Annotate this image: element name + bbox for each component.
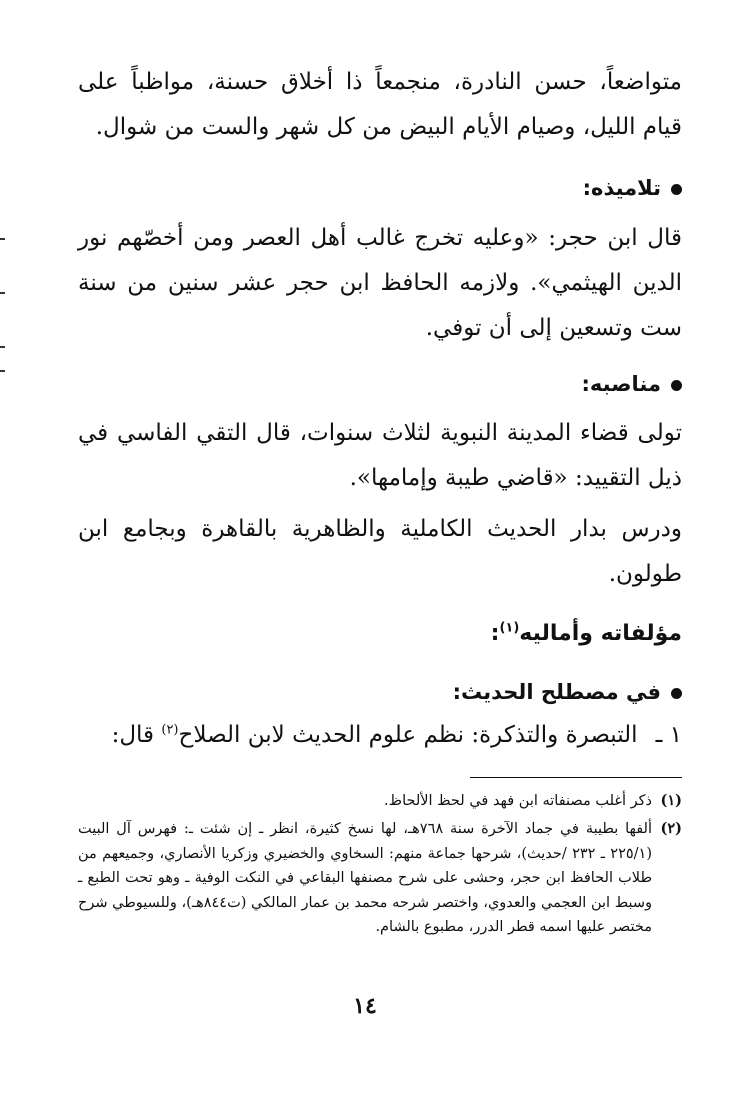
footnote-ref-1[interactable]: (١) [499, 620, 520, 636]
heading-works [78, 618, 682, 650]
list-item-tabsira [78, 713, 682, 758]
paragraph-positions: تولى قضاء المدينة النبوية لثلاث سنوات، قال التقي الفاسي في ذيل التقييد: «قاضي طيبة وإمامها». [78, 420, 682, 491]
bullet-icon [671, 380, 682, 391]
heading-works-label: مؤلفاته وأماليه [519, 621, 682, 646]
paragraph-teaching: ودرس بدار الحديث الكاملية والظاهرية بالقاهرة وبجامع ابن طولون. [78, 516, 682, 587]
scan-edge-mark [0, 238, 5, 240]
footnote-ref-2[interactable]: (٢) [161, 722, 179, 738]
heading-students [78, 172, 682, 204]
footnote-divider [470, 777, 682, 778]
list-item-text: التبصرة والتذكرة: نظم علوم الحديث لابن الصلاح [178, 722, 638, 748]
heading-works-colon: : [490, 621, 500, 646]
paragraph-students: قال ابن حجر: «وعليه تخرج غالب أهل العصر ومن أخصّهم نور الدين الهيثمي». ولازمه الحافظ ابن حجر عشر سنين من سنة ست وتسعين إلى أن توفي. [78, 225, 682, 341]
scan-edge-mark [0, 292, 5, 294]
scan-edge-mark [0, 346, 5, 348]
bullet-icon [671, 184, 682, 195]
bullet-icon [671, 688, 682, 699]
footnote-1 [78, 789, 682, 813]
footnote-2 [78, 817, 682, 939]
page-number: ١٤ [353, 993, 377, 1019]
heading-positions-label: مناصبه: [581, 372, 661, 396]
scan-edge-mark [0, 370, 5, 372]
list-item-tail: قال: [111, 722, 162, 748]
footnotes [78, 789, 682, 943]
list-item-number: ١ ـ [655, 722, 682, 748]
heading-hadith-terms-label: في مصطلح الحديث: [452, 680, 661, 704]
heading-students-label: تلاميذه: [582, 176, 661, 200]
footnote-text: ألفها بطيبة في جماد الآخرة سنة ٧٦٨هـ، لها نسخ كثيرة، انظر ـ إن شئت ـ: فهرس آل البيت (٢٢٥/١ ـ ٢٣٢ /حديث)، شرحها جماعة منهم: السخاوي والخضيري وزكريا الأنصاري، وجميعهم من طلاب الحافظ ابن حجر، وحشى على شرح مصنفها البقاعي في النكت الوفية ـ وهو تحت الطبع ـ وسبط ابن العجمي والعدوي، واختصر شرحه محمد بن عمار المالكي (ت٨٤٤هـ)، وللسيوطي شرح مختصر عليها اسمه قطر الدرر، مطبوع بالشام. [78, 821, 653, 936]
heading-hadith-terms [78, 676, 682, 708]
paragraph-biography-character: متواضعاً، حسن النادرة، منجمعاً ذا أخلاق حسنة، مواظباً على قيام الليل، وصيام الأيام البيض من كل شهر والست من شوال. [78, 69, 682, 140]
footnote-text: ذكر أغلب مصنفاته ابن فهد في لحظ الألحاظ. [384, 793, 652, 809]
footnote-number: (٢) [660, 820, 682, 838]
footnote-number: (١) [660, 792, 682, 809]
heading-positions [78, 368, 682, 400]
